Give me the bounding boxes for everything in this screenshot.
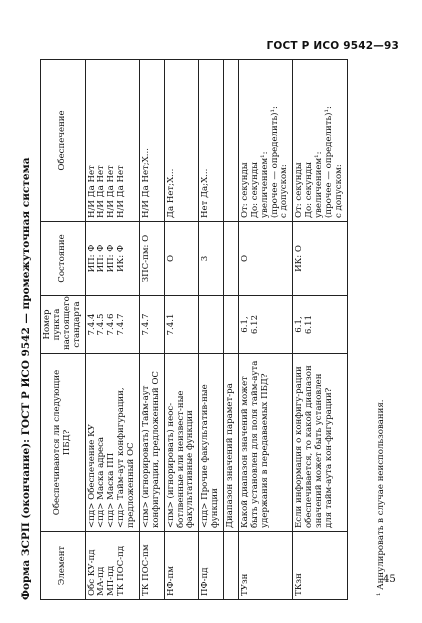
table-row bbox=[238, 60, 292, 600]
cell-question: Диапазон значений парамет-ра bbox=[225, 383, 235, 528]
footnote: ¹ Аннулировать в случае неиспользования. bbox=[376, 399, 386, 596]
cell-question: <пм> (игнорировать) Тайм-аут конфигурации, предложенный ОС bbox=[140, 371, 161, 528]
cell-element: ТУзн bbox=[239, 573, 250, 596]
cell-provision: От: секунды До: секунды увеличением¹: (прочее — определить)¹: с допуском: bbox=[294, 106, 344, 218]
cell-clause: 7.4.4 7.4.5 7.4.6 7.4.7 bbox=[86, 313, 127, 336]
cell-clause: 7.4.1 bbox=[165, 313, 176, 336]
cell-element: ТКзн bbox=[294, 573, 305, 596]
cell-status: 3 bbox=[200, 255, 211, 262]
cell-provision: Н/И Да Нет;Х... bbox=[140, 147, 151, 218]
cell-status: ЗПС-пм: О bbox=[140, 234, 151, 283]
column-header: Состояние bbox=[41, 222, 86, 296]
column-header: Элемент bbox=[41, 532, 86, 600]
cell-question: <пд> Обеспечение КУ <пд> Маска адреса <пд> Маска ПП <пд> Тайм-аут конфигурации, предложенный ОС bbox=[86, 387, 136, 528]
table-row bbox=[85, 60, 139, 600]
table-row bbox=[139, 60, 164, 600]
table-row bbox=[224, 60, 239, 600]
cell-provision: Нет Да;Х... bbox=[200, 168, 211, 218]
cell-provision: Да Нет;Х... bbox=[165, 168, 176, 218]
cell-status: О bbox=[165, 254, 176, 263]
cell-question: <пм> (игнорировать) неос-ботлвенные или неизвест-ные факультативные функции bbox=[165, 390, 196, 528]
cell-element: ПФ-пд bbox=[200, 567, 211, 596]
cell-question: Если информация о конфигу-рации обеспечивается, то какой диапазон значений может быть установлен для тайм-аута кон-фигурации? bbox=[294, 365, 334, 528]
table-header-row bbox=[41, 60, 86, 600]
cell-clause: 6.1, 6.11 bbox=[294, 314, 315, 335]
table-row bbox=[164, 60, 199, 600]
cell-provision: От: секунды До: секунды увеличением¹: (прочее — определить)¹: с допуском: bbox=[239, 106, 290, 218]
page-number: 45 bbox=[383, 574, 396, 585]
table-row bbox=[293, 60, 347, 600]
cell-clause: 6.1, 6.12 bbox=[239, 314, 260, 335]
cell-question: <пд> Прочие факультатив-ные функции bbox=[200, 384, 221, 528]
cell-element: Обс КУ-пд МА-пд МП-пд ТК ПОС-пд bbox=[86, 545, 127, 596]
cell-element: ТК ПОС-пм bbox=[140, 544, 151, 596]
rotated-form bbox=[20, 60, 400, 600]
column-header: Номер пункта настоящего стандарта bbox=[41, 296, 86, 354]
cell-status: ИК: О bbox=[294, 245, 305, 272]
cell-question: Какой диапазон значений может быть установлен для поля тайм-аута удержания в передаваемых ПБД? bbox=[239, 360, 270, 528]
table-row bbox=[199, 60, 224, 600]
cell-status: ИП: Ф ИП: Ф ИП: Ф ИК: Ф bbox=[86, 244, 127, 273]
form-caption: Форма ЗСРП (окончание): ГОСТ Р ИСО 9542 — промежуточная система bbox=[20, 157, 32, 600]
cell-clause: 7.4.7 bbox=[140, 313, 151, 336]
cell-element: НФ-пм bbox=[165, 566, 176, 596]
form-table bbox=[40, 59, 348, 600]
page-header: ГОСТ Р ИСО 9542—93 bbox=[266, 40, 399, 52]
column-header: Обеспечиваются ли следующие ПБД? bbox=[41, 354, 86, 532]
column-header: Обеспечение bbox=[41, 60, 86, 222]
cell-provision: Н/И Да Нет Н/И Да Нет Н/И Да Нет Н/И Да Нет bbox=[86, 165, 127, 218]
cell-status: О bbox=[239, 254, 250, 263]
